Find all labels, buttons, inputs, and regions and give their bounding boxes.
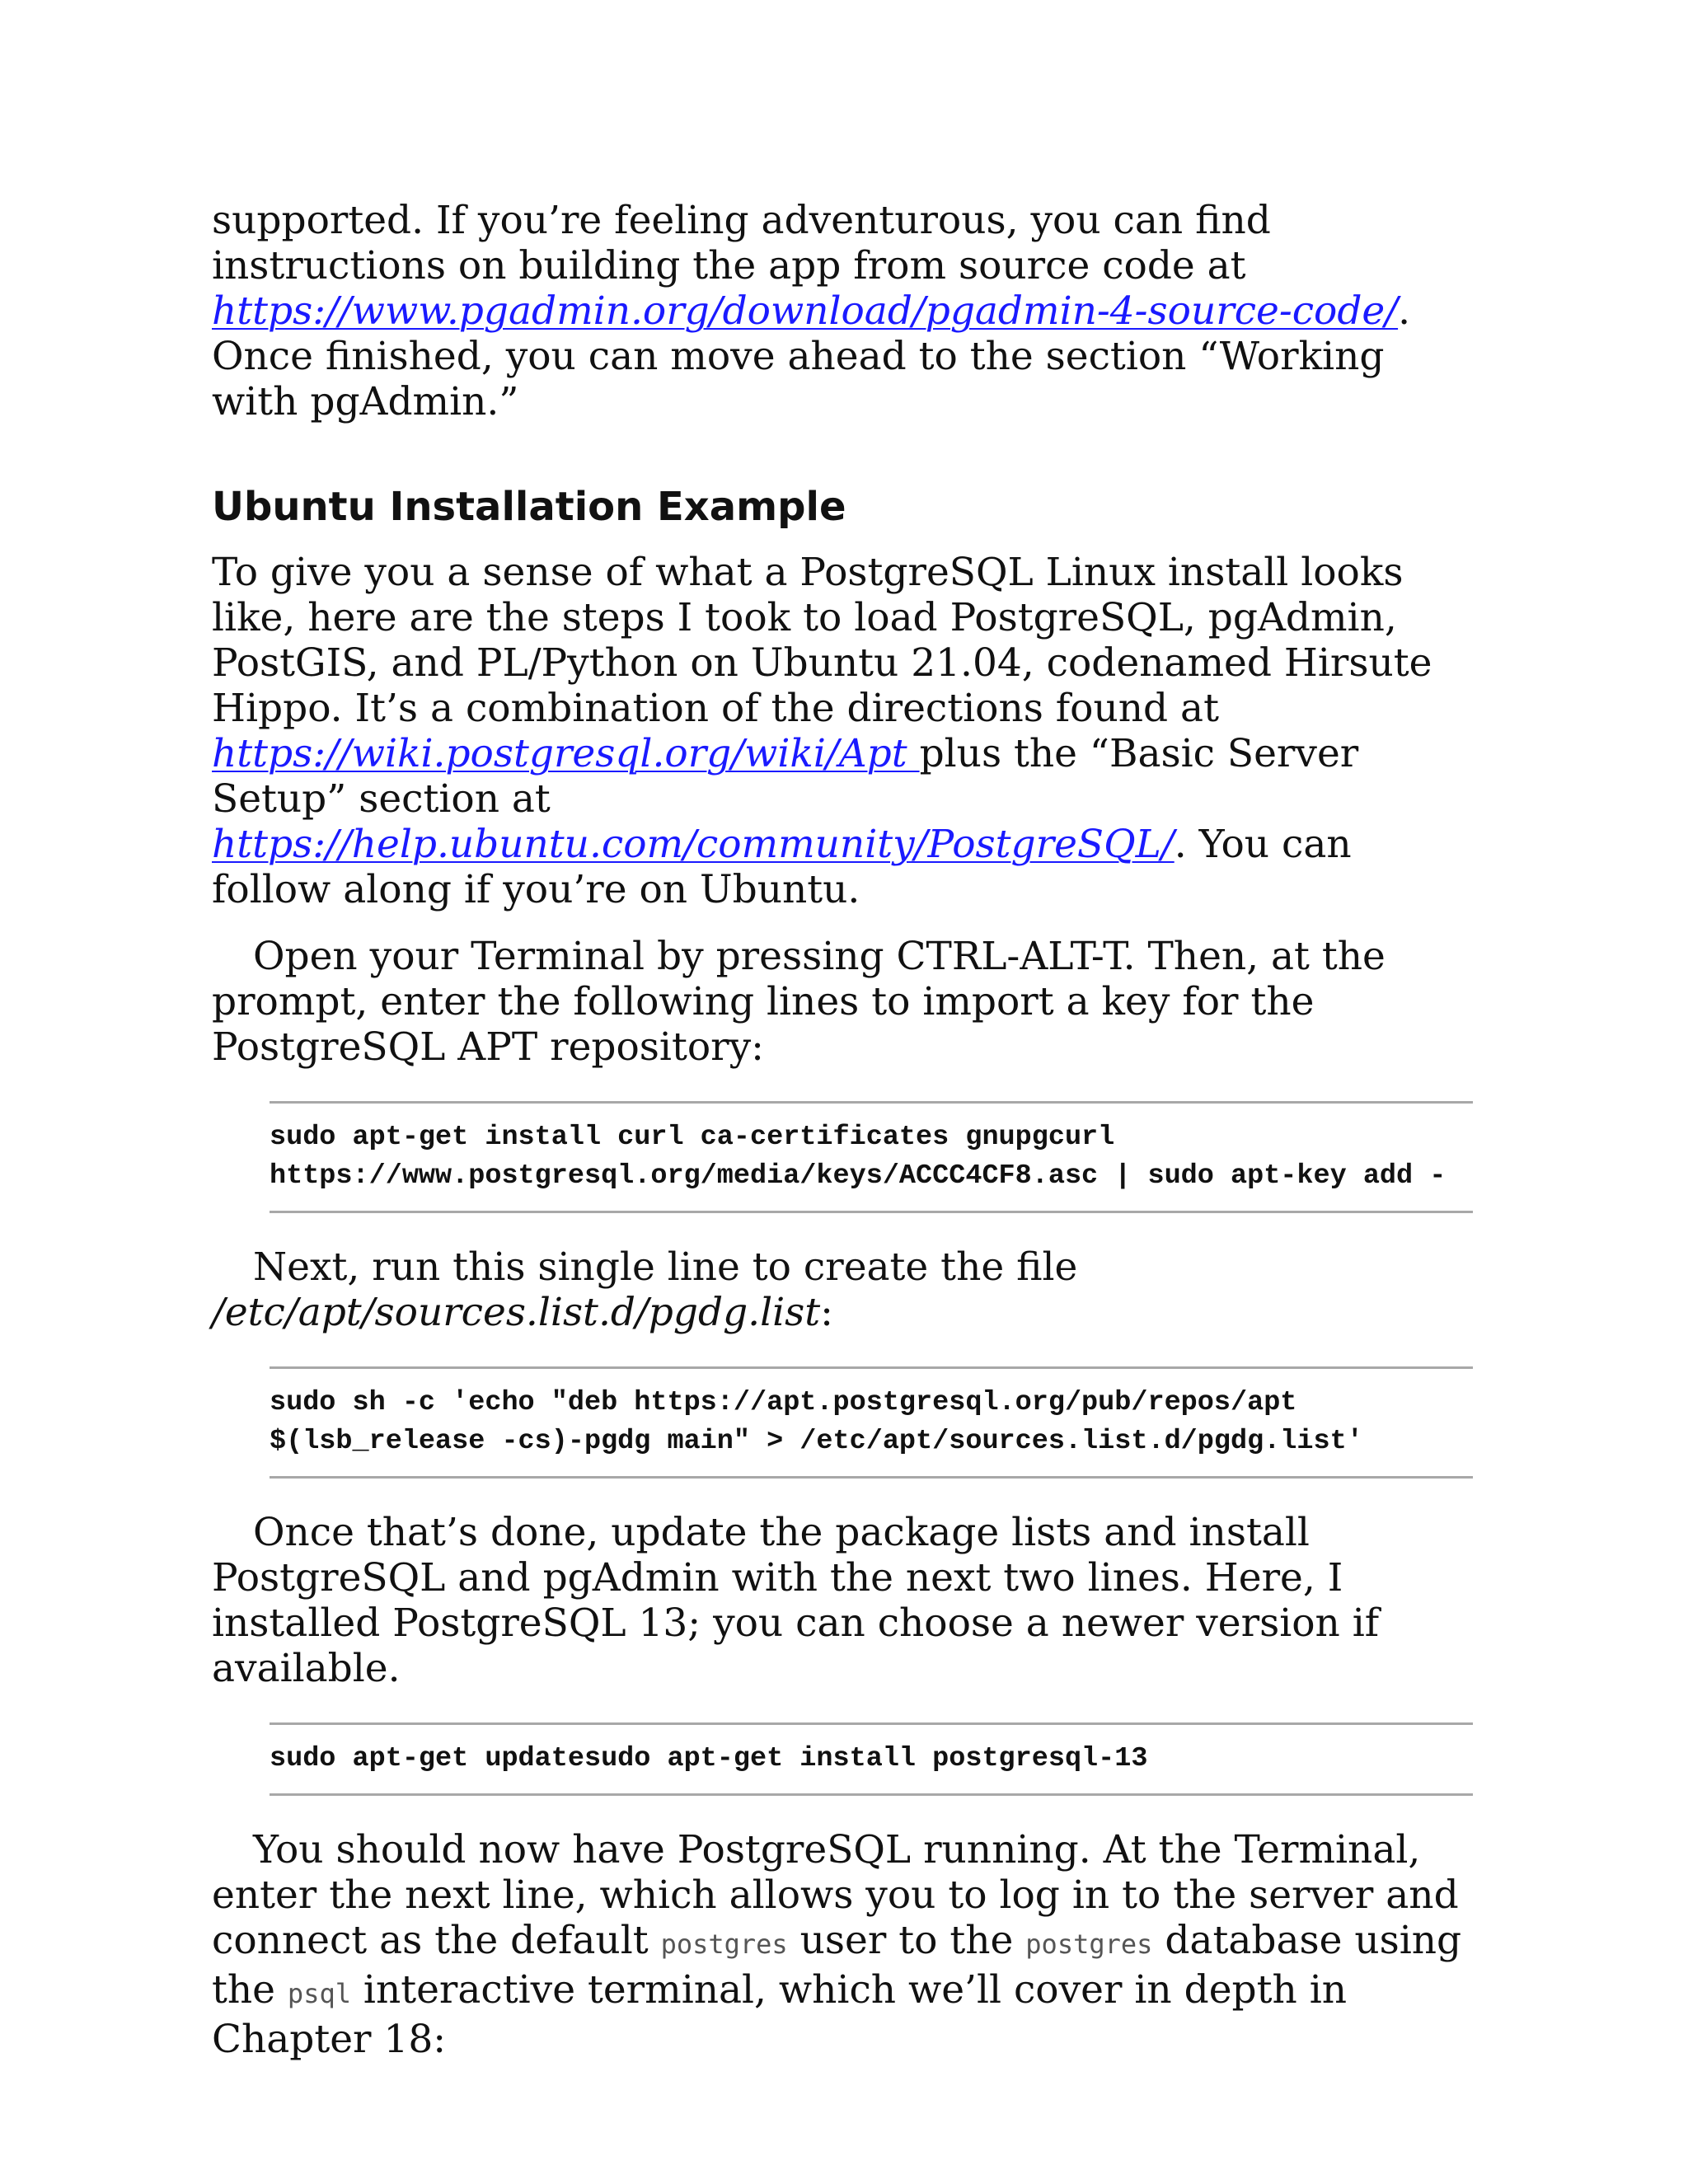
inline-code-postgres-db: postgres	[1025, 1929, 1153, 1960]
pgadmin-source-link[interactable]: https://www.pgadmin.org/download/pgadmin-4-source-code/	[212, 288, 1399, 334]
section-heading: Ubuntu Installation Example	[212, 484, 846, 530]
paragraph-text: interactive terminal, which we’ll cover in depth in Chapter 18:	[212, 1967, 1348, 2062]
inline-code-psql: psql	[287, 1978, 351, 2009]
paragraph-text: To give you a sense of what a PostgreSQL Linux install looks like, here are the steps I took to load PostgreSQL, pgAdmin, PostGIS, and PL/Python on Ubuntu 21.04, codenamed Hirsute Hippo. It’s a combination of the directions found at	[212, 550, 1432, 731]
terminal-paragraph: Open your Terminal by pressing CTRL-ALT-T. Then, at the prompt, enter the following lines to import a key for the PostgreSQL APT repository:	[212, 934, 1386, 1070]
intro-paragraph	[212, 198, 1473, 424]
intro-text-end: . Once finished, you can move ahead to the section “Working with pgAdmin.”	[212, 288, 1411, 424]
code-block-install	[270, 1722, 1473, 1796]
install-paragraph: Once that’s done, update the package lists and install PostgreSQL and pgAdmin with the next two lines. Here, I installed PostgreSQL 13; you can choose a newer version if available.	[212, 1510, 1380, 1691]
paragraph-text: user to the	[787, 1918, 1026, 1963]
inline-code-postgres-user: postgres	[660, 1929, 788, 1960]
code-line: $(lsb_release -cs)-pgdg main" > /etc/apt/sources.list.d/pgdg.list'	[270, 1426, 1363, 1457]
code-block-sources-list	[270, 1366, 1473, 1479]
paragraph-text: Next, run this single line to create the file	[253, 1244, 1078, 1290]
file-path: /etc/apt/sources.list.d/pgdg.list	[212, 1290, 821, 1335]
paragraph-text: . You can follow along if you’re on Ubuntu.	[212, 822, 1352, 912]
ubuntu-help-link[interactable]: https://help.ubuntu.com/community/PostgreSQL/	[212, 822, 1175, 867]
paragraph-text: database using the	[212, 1918, 1462, 2013]
paragraph-text: :	[820, 1290, 834, 1335]
code-line: sudo sh -c 'echo "deb https://apt.postgresql.org/pub/repos/apt	[270, 1387, 1297, 1418]
ubuntu-intro-paragraph	[212, 550, 1473, 912]
intro-text: supported. If you’re feeling adventurous, you can find instructions on building the app from source code at	[212, 198, 1271, 288]
psql-paragraph	[212, 1827, 1473, 2062]
document-page	[212, 198, 1473, 2062]
paragraph-text: You should now have PostgreSQL running. At the Terminal, enter the next line, which allows you to log in to the server and connect as the default	[212, 1827, 1459, 1963]
paragraph-text: plus the “Basic Server Setup” section at	[212, 731, 1359, 822]
code-line: https://www.postgresql.org/media/keys/ACCC4CF8.asc | sudo apt-key add -	[270, 1160, 1447, 1192]
sources-list-paragraph	[212, 1244, 1473, 1335]
code-line: sudo apt-get install curl ca-certificates gnupgcurl	[270, 1122, 1115, 1153]
wiki-apt-link[interactable]: https://wiki.postgresql.org/wiki/Apt	[212, 731, 920, 776]
code-line: sudo apt-get updatesudo apt-get install postgresql-13	[270, 1743, 1148, 1774]
code-block-import-key	[270, 1101, 1473, 1213]
